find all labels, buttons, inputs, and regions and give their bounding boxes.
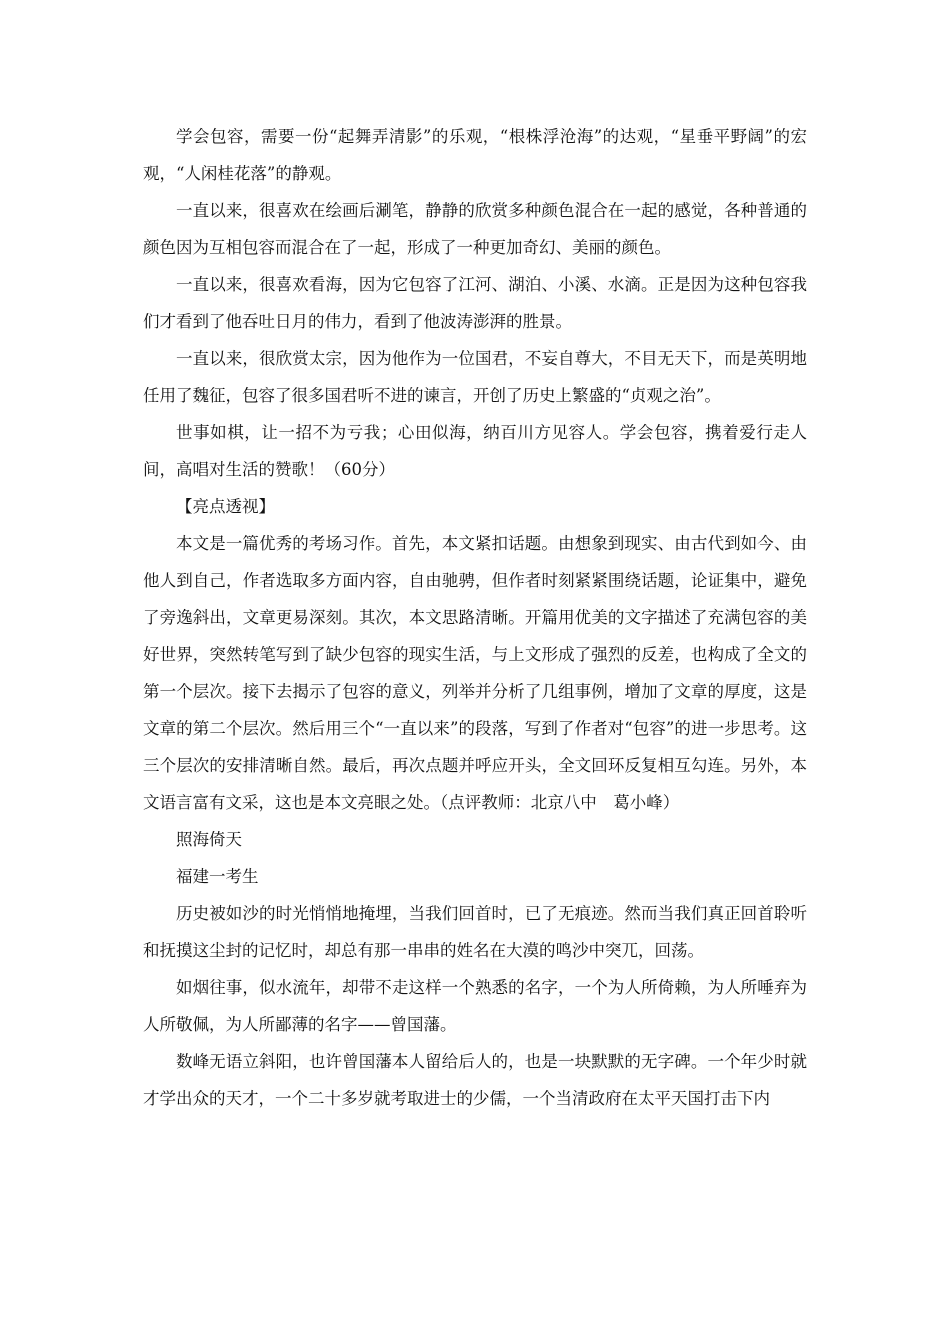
essay-author: 福建一考生: [176, 867, 259, 886]
document-page: [143, 118, 807, 1117]
paragraph-commentary: 本文是一篇优秀的考场习作。首先，本文紧扣话题。由想象到现实、由古代到如今、由他人到自己，作者选取多方面内容，自由驰骋，但作者时刻紧紧围绕话题，论证集中，避免了旁逸斜出，文章更易深刻。其次，本文思路清晰。开篇用优美的文字描述了充满包容的美好世界，突然转笔写到了缺少包容的现实生活，与上文形成了强烈的反差，也构成了全文的第一个层次。接下去揭示了包容的意义，列举并分析了几组事例，增加了文章的厚度，这是文章的第二个层次。然后用三个“一直以来”的段落，写到了作者对“包容”的进一步思考。这三个层次的安排清晰自然。最后，再次点题并呼应开头，全文回环反复相互勾连。另外，本文语言富有文采，这也是本文亮眼之处。（点评教师：北京八中 葛小峰）: [143, 534, 807, 812]
paragraph-history-sand: 历史被如沙的时光悄悄地掩埋，当我们回首时，已了无痕迹。然而当我们真正回首聆听和抚摸这尘封的记忆时，却总有那一串串的姓名在大漠的鸣沙中突兀，回荡。: [143, 904, 807, 960]
paragraph-zeng-guofan-name: 如烟往事，似水流年，却带不走这样一个熟悉的名字，一个为人所倚赖，为人所唾弃为人所敬佩，为人所鄙薄的名字——曾国藩。: [143, 978, 807, 1034]
essay-title: 照海倚天: [176, 830, 242, 849]
paragraph-sea: 一直以来，很喜欢看海，因为它包容了江河、湖泊、小溪、水滴。正是因为这种包容我们才看到了他吞吐日月的伟力，看到了他波涛澎湃的胜景。: [143, 275, 807, 331]
paragraph-tolerance-attitudes: 学会包容，需要一份“起舞弄清影”的乐观，“根株浮沧海”的达观，“星垂平野阔”的宏观，“人闲桂花落”的静观。: [143, 127, 807, 183]
paragraph-conclusion: 世事如棋，让一招不为亏我；心田似海，纳百川方见容人。学会包容，携着爱行走人间，高唱对生活的赞歌！（60分）: [143, 423, 807, 479]
paragraph-painting-colors: 一直以来，很喜欢在绘画后涮笔，静静的欣赏多种颜色混合在一起的感觉，各种普通的颜色因为互相包容而混合在了一起，形成了一种更加奇幻、美丽的颜色。: [143, 201, 807, 257]
paragraph-taizong: 一直以来，很欣赏太宗，因为他作为一位国君，不妄自尊大，不目无天下，而是英明地任用了魏征，包容了很多国君听不进的谏言，开创了历史上繁盛的“贞观之治”。: [143, 349, 807, 405]
paragraph-wordless-stele: 数峰无语立斜阳，也许曾国藩本人留给后人的，也是一块默默的无字碑。一个年少时就才学出众的天才，一个二十多岁就考取进士的少儒，一个当清政府在太平天国打击下内: [143, 1052, 807, 1108]
section-heading-highlights: 【亮点透视】: [176, 497, 275, 516]
